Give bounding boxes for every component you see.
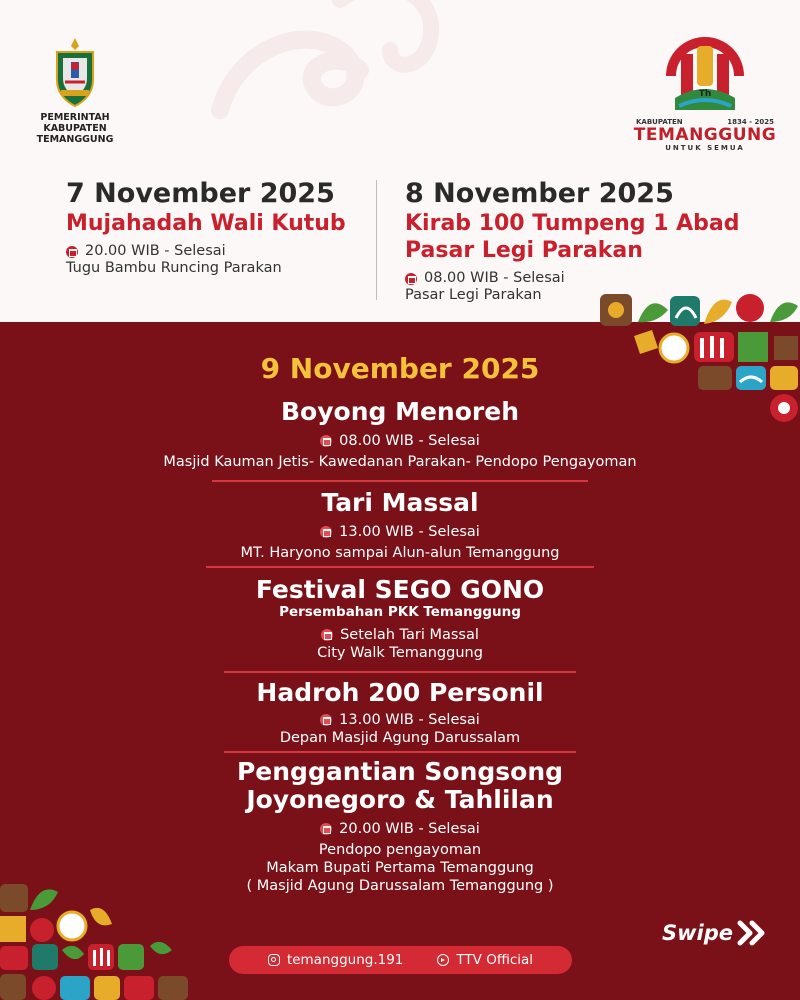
calendar-icon	[66, 246, 78, 258]
double-chevron-right-icon	[737, 920, 767, 946]
day8-block	[405, 178, 745, 304]
logo-kabupaten: KABUPATEN	[636, 118, 683, 126]
pemerintah-logo	[30, 36, 120, 145]
calendar-icon	[405, 273, 417, 285]
event-title-line1: Penggantian Songsong	[236, 757, 564, 786]
event-place-line3: ( Masjid Agung Darussalam Temanggung )	[246, 878, 554, 894]
social-pill	[229, 946, 572, 974]
logo-name: TEMANGGUNG	[633, 125, 777, 145]
event-place-line2: Makam Bupati Pertama Temanggung	[266, 860, 534, 876]
logo-years: 1834 - 2025	[727, 118, 774, 126]
event-place: City Walk Temanggung	[317, 645, 483, 661]
anniversary-logo	[630, 36, 780, 152]
swipe-button[interactable]	[662, 920, 767, 946]
calendar-icon	[321, 629, 333, 641]
event-time: 13.00 WIB - Selesai	[339, 524, 480, 540]
event-hadroh	[0, 679, 800, 747]
day7-place: Tugu Bambu Runcing Parakan	[66, 260, 282, 276]
calendar-icon	[320, 526, 332, 538]
day8-title-line1: Kirab 100 Tumpeng 1 Abad	[405, 211, 740, 236]
logo-line-1: PEMERINTAH	[40, 112, 110, 123]
calendar-icon	[320, 823, 332, 835]
anniversary-emblem-icon	[663, 36, 747, 116]
youtube-channel: TTV Official	[456, 952, 534, 968]
batik-motif-cluster-icon	[0, 880, 200, 1000]
event-title: Boyong Menoreh	[281, 397, 519, 426]
day7-title: Mujahadah Wali Kutub	[66, 211, 346, 236]
logo-line-2: KABUPATEN	[43, 123, 107, 134]
day7-date: 7 November 2025	[66, 178, 335, 209]
column-divider	[376, 180, 377, 300]
event-time: 20.00 WIB - Selesai	[339, 821, 480, 837]
event-time: 13.00 WIB - Selesai	[339, 712, 480, 728]
event-boyong-menoreh	[0, 398, 800, 471]
event-separator	[206, 566, 594, 568]
day8-time: 08.00 WIB - Selesai	[424, 270, 565, 286]
youtube-icon	[437, 954, 449, 966]
event-place: MT. Haryono sampai Alun-alun Temanggung	[240, 545, 560, 561]
event-time: 08.00 WIB - Selesai	[339, 433, 480, 449]
instagram-link[interactable]	[268, 952, 403, 968]
instagram-handle: temanggung.191	[286, 952, 404, 968]
day8-place: Pasar Legi Parakan	[405, 287, 542, 303]
event-title: Hadroh 200 Personil	[256, 678, 544, 707]
event-separator	[224, 671, 576, 673]
day9-date: 9 November 2025	[260, 352, 540, 385]
header-section	[0, 0, 800, 322]
event-separator	[212, 480, 588, 482]
event-title: Tari Massal	[321, 488, 479, 517]
day8-title-line2: Pasar Legi Parakan	[405, 238, 643, 263]
event-festival-sego-gono	[0, 576, 800, 662]
logo-line-3: TEMANGGUNG	[36, 134, 114, 145]
event-time: Setelah Tari Massal	[340, 627, 479, 643]
day8-date: 8 November 2025	[405, 178, 674, 209]
event-title-line2: Joyonegoro & Tahlilan	[246, 785, 554, 814]
event-penggantian-songsong	[0, 758, 800, 895]
logo-tagline: UNTUK SEMUA	[665, 144, 745, 152]
pemerintah-crest-icon	[49, 36, 101, 108]
calendar-icon	[320, 714, 332, 726]
th-label: Th	[698, 89, 712, 99]
day7-block	[66, 178, 356, 277]
event-tari-massal	[0, 489, 800, 562]
event-title: Festival SEGO GONO	[255, 575, 545, 604]
event-separator	[224, 751, 576, 753]
event-place-line1: Pendopo pengayoman	[318, 842, 482, 858]
swirl-ornament-icon	[200, 0, 460, 130]
instagram-icon	[268, 954, 280, 966]
event-subtitle: Persembahan PKK Temanggung	[279, 604, 521, 620]
event-place: Masjid Kauman Jetis- Kawedanan Parakan- Pendopo Pengayoman	[163, 454, 637, 470]
day7-time: 20.00 WIB - Selesai	[85, 243, 226, 259]
swipe-label: Swipe	[662, 921, 733, 945]
event-place: Depan Masjid Agung Darussalam	[279, 730, 521, 746]
calendar-icon	[320, 435, 332, 447]
youtube-link[interactable]	[437, 952, 533, 968]
